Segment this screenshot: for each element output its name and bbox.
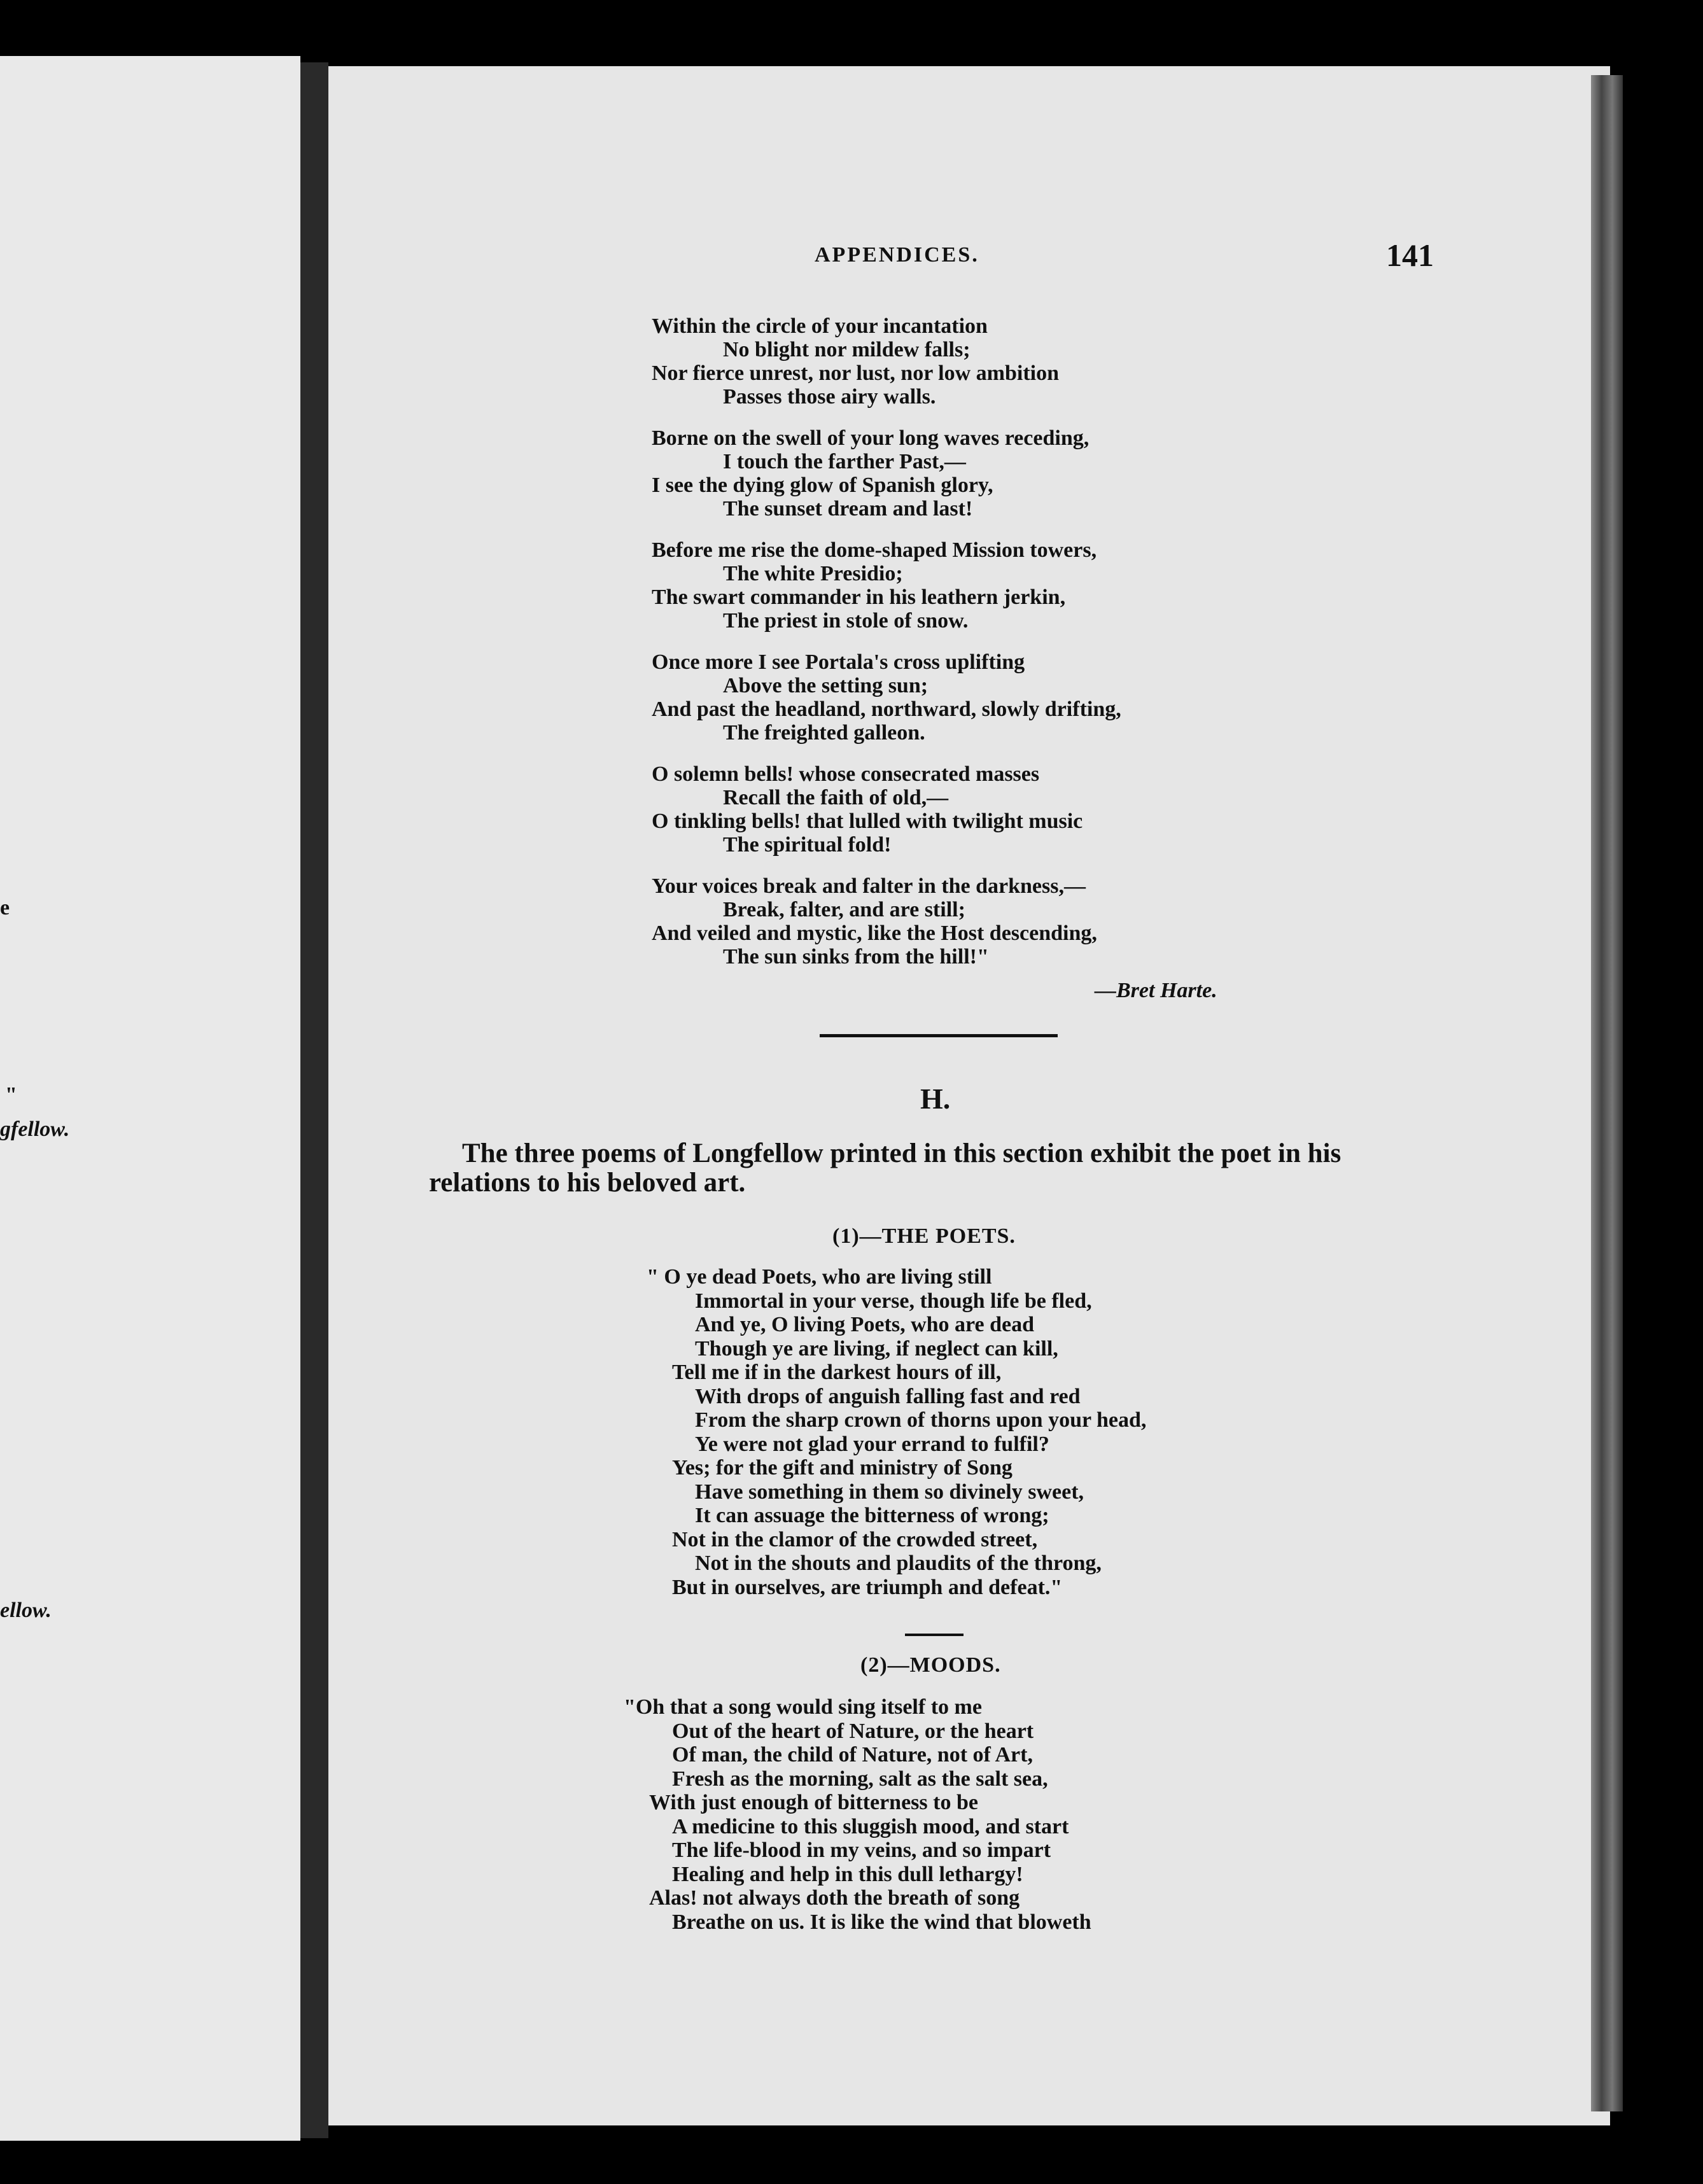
verse-line: Out of the heart of Nature, or the heart (672, 1719, 1034, 1743)
verse-line: Ye were not glad your errand to fulfil? (695, 1432, 1049, 1456)
stanza (652, 874, 1097, 969)
verse-line: Alas! not always doth the breath of song (649, 1886, 1020, 1910)
left-page-fragment: ellow. (0, 1599, 52, 1622)
verse-line: The sunset dream and last! (723, 497, 973, 521)
verse-line: Your voices break and falter in the darkness,— (652, 874, 1086, 898)
verse-line: And past the headland, northward, slowly drifting, (652, 697, 1121, 721)
divider-rule (905, 1634, 964, 1636)
signature: —Bret Harte. (1095, 979, 1217, 1002)
left-page-fragment: " (5, 1083, 17, 1107)
verse-line: Break, falter, and are still; (723, 898, 965, 921)
verse-line: With drops of anguish falling fast and red (695, 1384, 1081, 1408)
verse-line: Breathe on us. It is like the wind that bloweth (672, 1910, 1091, 1934)
verse-line: Of man, the child of Nature, not of Art, (672, 1743, 1033, 1767)
divider-rule (820, 1034, 1058, 1037)
verse-line: The freighted galleon. (723, 721, 925, 745)
verse-line: The priest in stole of snow. (723, 609, 969, 633)
verse-line: I touch the farther Past,— (723, 450, 966, 473)
verse-line: Not in the shouts and plaudits of the throng, (695, 1551, 1102, 1575)
stanza (652, 314, 1059, 409)
verse-line: Once more I see Portala's cross uplifting (652, 650, 1025, 674)
verse-line: No blight nor mildew falls; (723, 338, 971, 361)
poem-the-poets (647, 1265, 1146, 1599)
verse-line: With just enough of bitterness to be (649, 1791, 978, 1814)
verse-line: The sun sinks from the hill!" (723, 945, 989, 969)
verse-line: Passes those airy walls. (723, 385, 936, 409)
poem-moods (624, 1695, 1091, 1934)
verse-line: Fresh as the morning, salt as the salt sea, (672, 1767, 1048, 1791)
verse-line: O solemn bells! whose consecrated masses (652, 762, 1040, 786)
verse-line: Above the setting sun; (723, 674, 929, 697)
verse-line: O tinkling bells! that lulled with twilight music (652, 809, 1083, 833)
left-page-fragment: e (0, 896, 10, 920)
stanza (652, 426, 1089, 521)
verse-line: The swart commander in his leathern jerkin, (652, 585, 1066, 609)
left-page (0, 56, 300, 2141)
page-edge (1591, 75, 1623, 2111)
verse-line: I see the dying glow of Spanish glory, (652, 473, 993, 497)
verse-line: Yes; for the gift and ministry of Song (672, 1456, 1013, 1480)
verse-line: Nor fierce unrest, nor lust, nor low ambition (652, 361, 1060, 385)
section-intro: The three poems of Longfellow printed in this section exhibit the poet in his relations to his beloved art. (429, 1138, 1342, 1198)
verse-line: Within the circle of your incantation (652, 314, 988, 338)
verse-line: The spiritual fold! (723, 833, 892, 857)
verse-line: Not in the clamor of the crowded street, (672, 1527, 1038, 1551)
poem-title: (2)—MOODS. (860, 1653, 1001, 1677)
left-page-fragment: gfellow. (0, 1117, 70, 1141)
stanza (652, 762, 1083, 857)
running-head: APPENDICES. (815, 243, 979, 267)
verse-line: Healing and help in this dull lethargy! (672, 1862, 1023, 1886)
poem-title: (1)—THE POETS. (832, 1224, 1016, 1248)
verse-line: It can assuage the bitterness of wrong; (695, 1504, 1049, 1527)
verse-line: And ye, O living Poets, who are dead (695, 1313, 1035, 1336)
section-heading: H. (920, 1082, 951, 1115)
verse-line: The life-blood in my veins, and so impart (672, 1838, 1051, 1862)
verse-line: Borne on the swell of your long waves receding, (652, 426, 1090, 450)
verse-line: Recall the faith of old,— (723, 786, 949, 809)
verse-line: But in ourselves, are triumph and defeat." (672, 1575, 1063, 1599)
page-number: 141 (1386, 237, 1434, 273)
stanza (652, 538, 1097, 633)
verse-line: Though ye are living, if neglect can kill, (695, 1336, 1058, 1361)
verse-line: And veiled and mystic, like the Host descending, (652, 921, 1097, 945)
book-gutter (300, 62, 328, 2138)
verse-line: A medicine to this sluggish mood, and start (672, 1814, 1069, 1838)
verse-line: Immortal in your verse, though life be fled, (695, 1289, 1092, 1313)
verse-line: Have something in them so divinely sweet, (695, 1480, 1084, 1504)
verse-line: The white Presidio; (723, 562, 903, 585)
verse-line: Tell me if in the darkest hours of ill, (672, 1361, 1002, 1384)
verse-line: "Oh that a song would sing itself to me (624, 1695, 982, 1719)
verse-line: Before me rise the dome-shaped Mission towers, (652, 538, 1097, 562)
stanza (652, 650, 1121, 745)
verse-line: From the sharp crown of thorns upon your head, (695, 1408, 1147, 1432)
verse-line: " O ye dead Poets, who are living still (647, 1265, 992, 1289)
